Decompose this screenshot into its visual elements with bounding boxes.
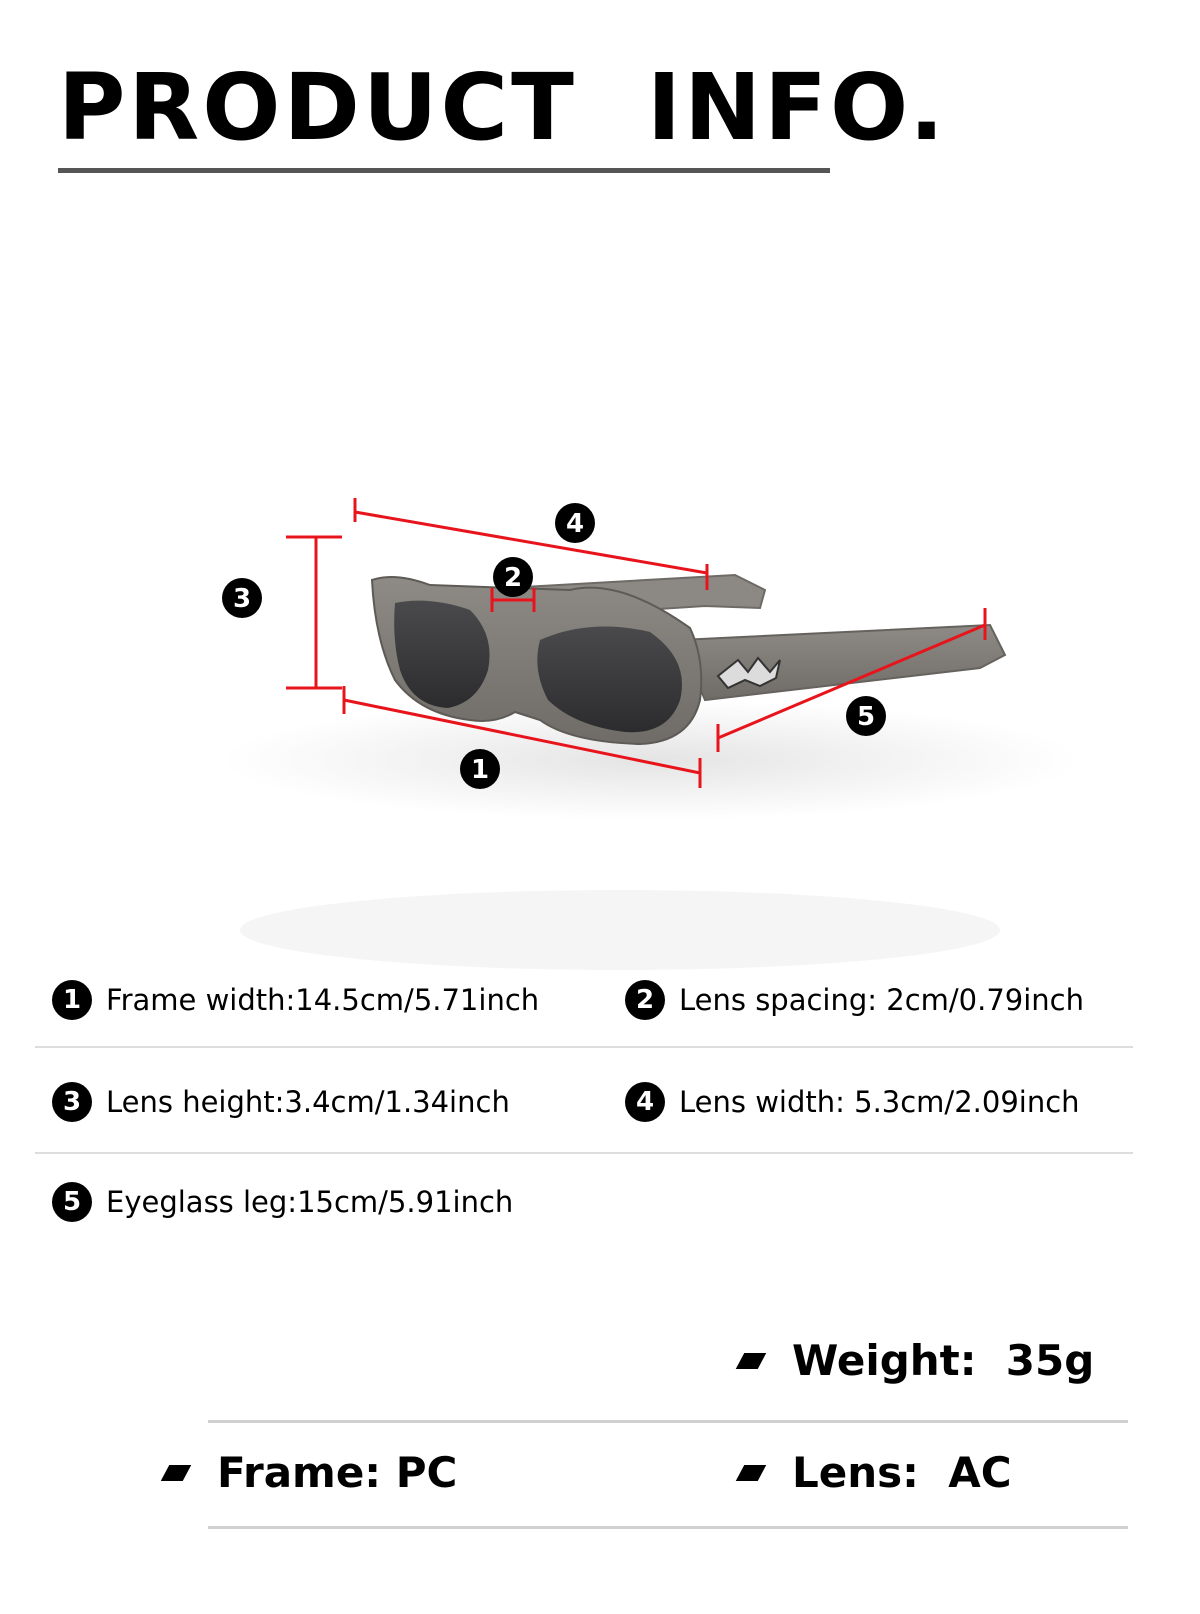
spec-frame-width xyxy=(52,980,539,1020)
weight-info xyxy=(740,1336,1094,1385)
spec-text: Frame width:14.5cm/5.71inch xyxy=(106,983,540,1017)
marker-2 xyxy=(493,557,533,597)
divider xyxy=(35,1046,1133,1048)
sunglasses-dimension-diagram xyxy=(0,200,1200,1020)
divider xyxy=(208,1420,1128,1423)
page-title: PRODUCT INFO. xyxy=(58,54,948,161)
frame-material-text: Frame: PC xyxy=(217,1448,458,1497)
bullet-icon xyxy=(161,1465,192,1481)
spec-text: Lens height:3.4cm/1.34inch xyxy=(106,1085,510,1119)
spec-lens-spacing xyxy=(625,980,1084,1020)
svg-text:5: 5 xyxy=(856,702,876,732)
spec-text: Lens width: 5.3cm/2.09inch xyxy=(679,1085,1080,1119)
number-badge: 5 xyxy=(52,1182,92,1222)
lens-material-info xyxy=(740,1448,1012,1497)
svg-text:1: 1 xyxy=(470,755,490,785)
marker-3 xyxy=(222,578,262,618)
number-badge: 1 xyxy=(52,980,92,1020)
spec-text: Eyeglass leg:15cm/5.91inch xyxy=(106,1185,514,1219)
marker-4 xyxy=(555,503,595,543)
spec-eyeglass-leg xyxy=(52,1182,513,1222)
svg-text:4: 4 xyxy=(565,509,585,539)
svg-text:3: 3 xyxy=(232,584,252,614)
frame-material-info xyxy=(165,1448,457,1497)
spec-lens-height xyxy=(52,1082,510,1122)
number-badge: 3 xyxy=(52,1082,92,1122)
spec-text: Lens spacing: 2cm/0.79inch xyxy=(679,983,1085,1017)
divider xyxy=(208,1526,1128,1529)
spec-lens-width xyxy=(625,1082,1080,1122)
title-underline xyxy=(58,168,830,173)
marker-5 xyxy=(846,696,886,736)
bullet-icon xyxy=(736,1353,767,1369)
divider xyxy=(35,1152,1133,1154)
number-badge: 4 xyxy=(625,1082,665,1122)
reflection xyxy=(240,890,1000,970)
bullet-icon xyxy=(736,1465,767,1481)
weight-text: Weight: 35g xyxy=(792,1336,1095,1385)
number-badge: 2 xyxy=(625,980,665,1020)
marker-1 xyxy=(460,749,500,789)
lens-material-text: Lens: AC xyxy=(792,1448,1012,1497)
svg-text:2: 2 xyxy=(503,563,523,593)
